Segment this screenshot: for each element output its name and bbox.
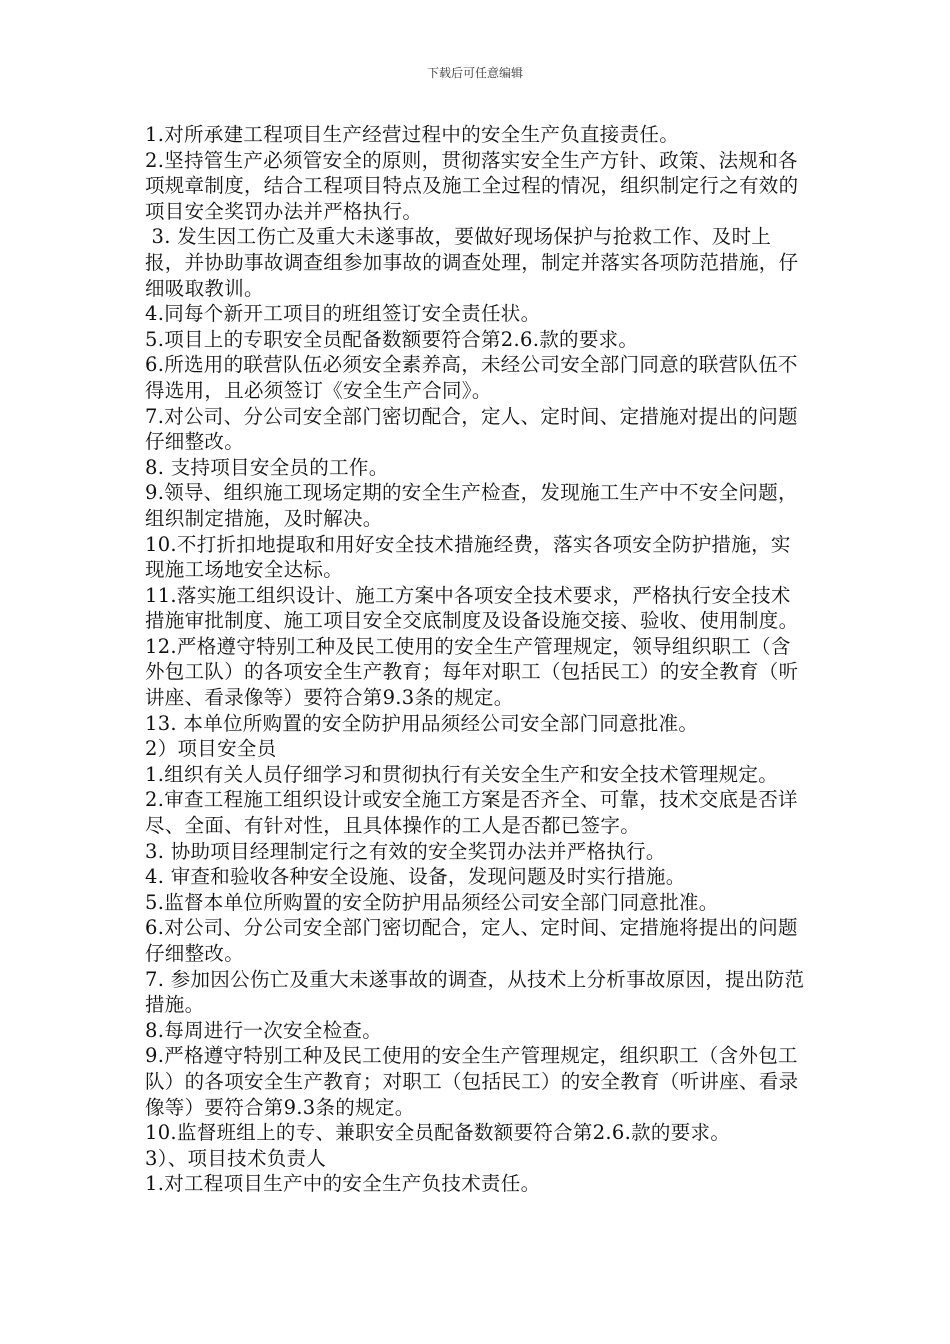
paragraph-1: 1.对所承建工程项目生产经营过程中的安全生产负直接责任。	[145, 123, 680, 146]
paragraph-13: 13. 本单位所购置的安全防护用品须经公司安全部门同意批准。	[145, 711, 699, 735]
paragraph-4: 4.同每个新开工项目的班组签订安全责任状。	[145, 302, 541, 326]
section-heading-safety-officer: 2）项目安全员	[145, 737, 277, 761]
paragraph-20: 7. 参加因公伤亡及重大未遂事故的调查，从技术上分析事故原因，提出防范措施。	[145, 967, 805, 1017]
document-body	[145, 122, 805, 1197]
paragraph-12: 12.严格遵守特别工种及民工使用的安全生产管理规定，领导组织职工（含外包工队）的各项安全生产教育；每年对职工（包括民工）的安全教育（听讲座、看录像等）要符合第9.3条的规定。	[145, 634, 799, 710]
paragraph-11: 11.落实施工组织设计、施工方案中各项安全技术要求，严格执行安全技术措施审批制度、施工项目安全交底制度及设备设施交接、验收、使用制度。	[145, 583, 799, 633]
paragraph-23: 10.监督班组上的专、兼职安全员配备数额要符合第2.6.款的要求。	[145, 1121, 731, 1145]
paragraph-17: 4. 审查和验收各种安全设施、设备，发现问题及时实行措施。	[145, 865, 686, 889]
paragraph-24: 1.对工程项目生产中的安全生产负技术责任。	[145, 1172, 541, 1196]
paragraph-16: 3. 协助项目经理制定行之有效的安全奖罚办法并严格执行。	[145, 839, 666, 863]
paragraph-15: 2.审查工程施工组织设计或安全施工方案是否齐全、可靠，技术交底是否详尽、全面、有针对性，且具体操作的工人是否都已签字。	[145, 788, 798, 838]
paragraph-22: 9.严格遵守特别工种及民工使用的安全生产管理规定，组织职工（含外包工队）的各项安全生产教育；对职工（包括民工）的安全教育（听讲座、看录像等）要符合第9.3条的规定。	[145, 1044, 799, 1119]
paragraph-10: 10.不打折扣地提取和用好安全技术措施经费，落实各项安全防护措施，实现施工场地安全达标。	[145, 532, 791, 582]
paragraph-7: 7.对公司、分公司安全部门密切配合，定人、定时间、定措施对提出的问题仔细整改。	[145, 404, 798, 454]
paragraph-8: 8. 支持项目安全员的工作。	[145, 455, 389, 479]
paragraph-9: 9.领导、组织施工现场定期的安全生产检查，发现施工生产中不安全问题，组织制定措施，及时解决。	[145, 481, 798, 530]
paragraph-6: 6.所选用的联营队伍必须安全素养高，未经公司安全部门同意的联营队伍不得选用，且必须签订《安全生产合同》。	[145, 353, 798, 402]
paragraph-21: 8.每周进行一次安全检查。	[145, 1018, 383, 1042]
paragraph-19: 6.对公司、分公司安全部门密切配合，定人、定时间、定措施将提出的问题仔细整改。	[145, 916, 798, 965]
paragraph-2: 2.坚持管生产必须管安全的原则，贯彻落实安全生产方针、政策、法规和各项规章制度，结合工程项目特点及施工全过程的情况，组织制定行之有效的项目安全奖罚办法并严格执行。	[145, 148, 799, 223]
section-heading-technical-lead: 3）、项目技术负责人	[145, 1146, 327, 1170]
paragraph-5: 5.项目上的专职安全员配备数额要符合第2.6.款的要求。	[145, 327, 639, 351]
paragraph-18: 5.监督本单位所购置的安全防护用品须经公司安全部门同意批准。	[145, 890, 719, 914]
page-header: 下载后可任意编辑	[426, 66, 523, 80]
paragraph-3: 3. 发生因工伤亡及重大未遂事故，要做好现场保护与抢救工作、及时上报，并协助事故调查组参加事故的调查处理，制定并落实各项防范措施，仔细吸取教训。	[145, 225, 799, 300]
paragraph-14: 1.组织有关人员仔细学习和贯彻执行有关安全生产和安全技术管理规定。	[145, 762, 779, 786]
